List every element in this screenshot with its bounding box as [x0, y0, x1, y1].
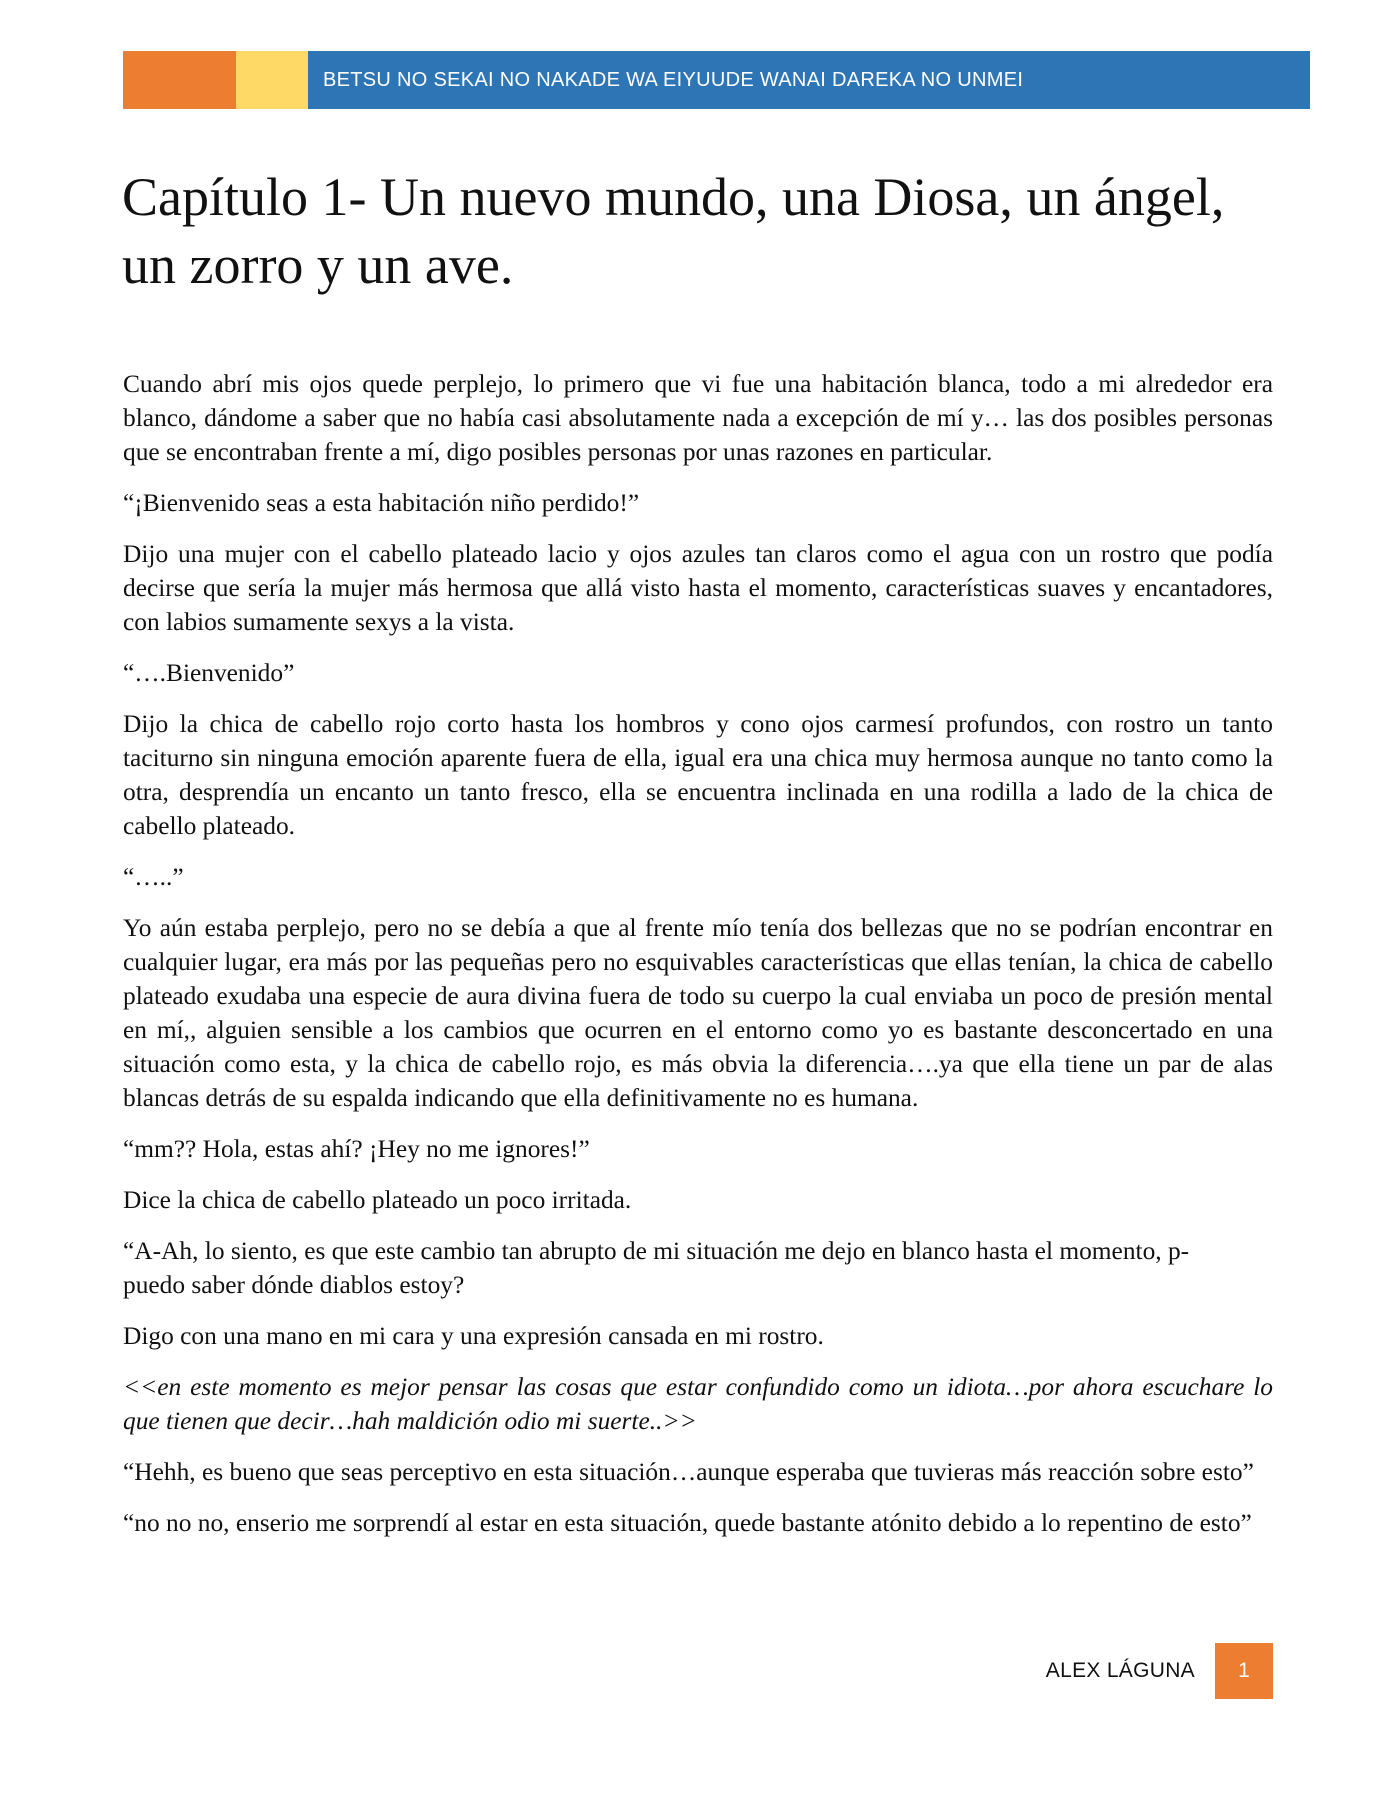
paragraph: Dijo la chica de cabello rojo corto hasta los hombros y cono ojos carmesí profundos, con rostro un tanto taciturno sin ninguna emoción aparente fuera de ella, igual era una chica muy hermosa aunque no tanto como la otra, desprendía un encanto un tanto fresco, ella se encuentra inclinada en una rodilla a lado de la chica de cabello plateado. — [123, 710, 1273, 840]
header-title: BETSU NO SEKAI NO NAKADE WA EIYUUDE WANAI DAREKA NO UNMEI — [323, 68, 1024, 91]
paragraph: “mm?? Hola, estas ahí? ¡Hey no me ignores!” — [123, 1135, 590, 1163]
paragraph: Yo aún estaba perplejo, pero no se debía a que al frente mío tenía dos bellezas que no se podrían encontrar en cualquier lugar, era más por las pequeñas pero no esquivables características que ellas tenían, la chica de cabello plateado exudaba una especie de aura divina fuera de todo su cuerpo la cual enviaba un poco de presión mental en mí,, alguien sensible a los cambios que ocurren en el entorno como yo es bastante desconcertado en una situación como esta, y la chica de cabello rojo, es más obvia la diferencia….ya que ella tiene un par de alas blancas detrás de su espalda indicando que ella definitivamente no es humana. — [123, 914, 1273, 1112]
page-number-badge: 1 — [1215, 1643, 1273, 1699]
header-title-block — [308, 51, 1310, 109]
chapter-title: Capítulo 1- Un nuevo mundo, una Diosa, un ángel, un zorro y un ave. — [122, 167, 1225, 295]
paragraph: “Hehh, es bueno que seas perceptivo en esta situación…aunque esperaba que tuvieras más reacción sobre esto” — [123, 1458, 1254, 1486]
footer-author: ALEX LÁGUNA — [1045, 1659, 1195, 1682]
page-footer — [1046, 1643, 1273, 1699]
header-yellow-block — [236, 51, 308, 109]
paragraph: “….Bienvenido” — [123, 659, 295, 687]
page-header-bar — [123, 51, 1310, 109]
paragraph: “A-Ah, lo siento, es que este cambio tan abrupto de mi situación me dejo en blanco hasta el momento, p- puedo saber dónde diablos estoy? — [123, 1237, 1190, 1299]
paragraph: Dice la chica de cabello plateado un poco irritada. — [123, 1186, 632, 1214]
header-orange-block — [123, 51, 236, 109]
paragraph: “…..” — [123, 863, 184, 891]
paragraph-inner-thought: <<en este momento es mejor pensar las cosas que estar confundido como un idiota…por ahora escuchare lo que tienen que decir…hah maldición odio mi suerte..>> — [123, 1373, 1273, 1435]
paragraph: “no no no, enserio me sorprendí al estar en esta situación, quede bastante atónito debido a lo repentino de esto” — [123, 1509, 1252, 1537]
paragraph: Dijo una mujer con el cabello plateado lacio y ojos azules tan claros como el agua con un rostro que podía decirse que sería la mujer más hermosa que allá visto hasta el momento, características suaves y encantadores, con labios sumamente sexys a la vista. — [123, 540, 1273, 636]
paragraph: Digo con una mano en mi cara y una expresión cansada en mi rostro. — [123, 1322, 824, 1350]
paragraph: Cuando abrí mis ojos quede perplejo, lo primero que vi fue una habitación blanca, todo a mi alrededor era blanco, dándome a saber que no había casi absolutamente nada a excepción de mí y… las dos posibles personas que se encontraban frente a mí, digo posibles personas por unas razones en particular. — [123, 370, 1273, 466]
body-text — [123, 367, 1273, 1557]
paragraph: “¡Bienvenido seas a esta habitación niño perdido!” — [123, 489, 640, 517]
